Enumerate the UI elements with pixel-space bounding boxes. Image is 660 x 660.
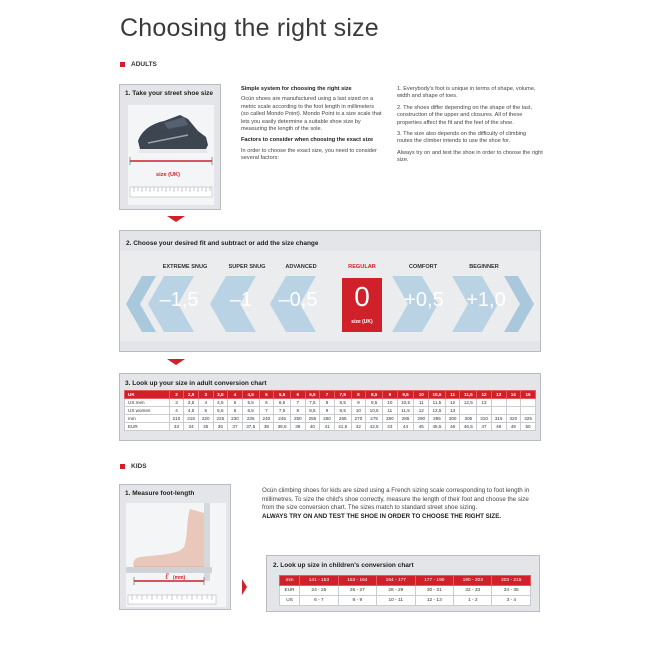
table-cell: 12 [445, 399, 460, 407]
table-header-row [125, 391, 536, 399]
table-cell: 40 [305, 423, 320, 431]
step2-title: 2. Choose your desired fit and subtract or add the size change [126, 240, 319, 247]
table-header-cell: 10 [414, 391, 429, 399]
kids-paragraph: Ocún climbing shoes for kids are sized using a French sizing scale corresponding to foot length in millimetres. To size the child's shoe correctly, measure the length of their foot and choose the size from the size conversion chart. The sizes match to standard street shoe sizing. [262, 487, 530, 512]
table-cell [506, 407, 521, 415]
table-cell: 47 [477, 423, 492, 431]
table-header-cell: 12 [477, 391, 492, 399]
table-cell: EUR [280, 586, 300, 596]
street-shoe-panel [119, 84, 221, 210]
table-cell: 44 [397, 423, 414, 431]
factors-heading: Factors to consider when choosing the exact size [241, 137, 374, 144]
factor-point-3: 3. The size also depends on the difficulty of climbing routes the climber intends to use the shoe for. [397, 131, 527, 145]
table-cell: 10 [351, 407, 366, 415]
table-cell: 10,5 [366, 407, 383, 415]
table-cell: 10 [383, 399, 398, 407]
table-cell: 24 - 25 [300, 586, 338, 596]
table-cell: 9 [320, 407, 335, 415]
table-cell: US women [125, 407, 170, 415]
table-cell: 6 [259, 399, 274, 407]
table-row [125, 407, 536, 415]
table-cell: 8 [320, 399, 335, 407]
table-cell [477, 407, 492, 415]
kids-heading-label: KIDS [131, 463, 147, 470]
table-header-cell: 7 [320, 391, 335, 399]
table-cell: 310 [477, 415, 492, 423]
table-cell: 5 [198, 407, 213, 415]
table-cell: 26 - 27 [338, 586, 376, 596]
table-cell: 38,5 [274, 423, 291, 431]
table-cell: 285 [397, 415, 414, 423]
table-cell: 270 [351, 415, 366, 423]
table-cell: 240 [259, 415, 274, 423]
table-cell: 45,5 [429, 423, 446, 431]
table-cell: 12 - 13 [415, 596, 453, 606]
table-cell: 320 [506, 415, 521, 423]
table-cell: 48 [491, 423, 506, 431]
table-cell: 260 [320, 415, 335, 423]
table-cell: 34 - 35 [492, 586, 531, 596]
table-cell: 30 - 31 [415, 586, 453, 596]
kids-section-heading [120, 463, 147, 470]
table-header-cell: 6,5 [305, 391, 320, 399]
table-cell: 5,5 [213, 407, 228, 415]
adults-section-heading [120, 61, 157, 68]
regular-sub-label: size (UK) [351, 319, 373, 325]
factors-paragraph: In order to choose the exact size, you need to consider several factors: [241, 147, 377, 162]
table-cell: 32 - 33 [454, 586, 492, 596]
kids-step2-title: 2. Look up size in children's conversion chart [273, 562, 414, 569]
table-cell: 37,5 [242, 423, 259, 431]
table-cell: 10,5 [397, 399, 414, 407]
fit-label-comfort: COMFORT [408, 264, 438, 270]
table-cell: EUR [125, 423, 170, 431]
adult-conversion-panel [119, 373, 541, 441]
factor-point-4: Always try on and test the shoe in order to choose the right size. [397, 149, 543, 164]
fit-value-extreme-snug: –1,5 [159, 289, 199, 311]
adult-conversion-table [124, 390, 536, 431]
fit-panel [119, 230, 541, 352]
table-cell: 300 [445, 415, 460, 423]
table-cell: 45 [414, 423, 429, 431]
table-header-cell: 7,5 [334, 391, 351, 399]
table-cell: 4 [169, 407, 184, 415]
table-cell: 280 [383, 415, 398, 423]
factor-point-1: 1. Everybody's foot is unique in terms of shape, volume, width and shape of toes. [397, 86, 536, 100]
section-marker-icon [120, 62, 125, 67]
table-cell: 42,5 [366, 423, 383, 431]
table-cell: 8 [290, 407, 305, 415]
table-cell: 3 - 4 [492, 596, 531, 606]
fit-value-comfort: +0,5 [404, 289, 444, 311]
table-header-cell: 14 [506, 391, 521, 399]
fit-value-super-snug: –1 [229, 289, 253, 311]
table-cell: 295 [429, 415, 446, 423]
table-header-cell: 9,5 [397, 391, 414, 399]
fit-label-regular: REGULAR [348, 264, 376, 270]
adults-heading-label: ADULTS [131, 61, 157, 68]
factor-point-2: 2. The shoes differ depending on the shape of the last, construction of the upper and closures. All of these properties affect the fit and the feel of the shoe. [397, 104, 533, 126]
intro-paragraph: Ocún shoes are manufactured using a last sized on a metric scale according to the foot length in millimeters (so called Mondo Point). Mondo Point is a size scale that lets you easily determine a suitable shoe size by measuring the length of the sole. [241, 96, 382, 133]
table-header-cell: 203 - 215 [492, 576, 531, 586]
table-cell [460, 407, 477, 415]
table-cell: 8 - 9 [338, 596, 376, 606]
table-header-cell: mm [280, 576, 300, 586]
table-cell: 36 [213, 423, 228, 431]
fit-value-regular: 0 [354, 281, 370, 312]
table-cell [491, 407, 506, 415]
table-cell: 50 [521, 423, 536, 431]
table-cell: 225 [213, 415, 228, 423]
table-cell: 12,5 [429, 407, 446, 415]
table-cell: 9,5 [334, 407, 351, 415]
fit-label-beginner: BEGINNER [469, 264, 499, 270]
table-cell [521, 407, 536, 415]
table-cell: 6 [228, 407, 243, 415]
table-row [125, 415, 536, 423]
table-cell: 5 [228, 399, 243, 407]
table-cell: 250 [290, 415, 305, 423]
table-cell [506, 399, 521, 407]
table-cell: 7,5 [305, 399, 320, 407]
table-header-cell: 190 - 203 [454, 576, 492, 586]
table-row [125, 423, 536, 431]
fit-value-advanced: –0,5 [278, 289, 318, 311]
kids-conversion-table [279, 575, 531, 606]
table-header-cell: 4 [228, 391, 243, 399]
table-header-cell: 2,5 [184, 391, 199, 399]
table-cell: 38 [259, 423, 274, 431]
table-cell: 275 [366, 415, 383, 423]
kids-conversion-panel [266, 555, 540, 612]
table-header-cell: 153 - 164 [338, 576, 376, 586]
table-cell: 305 [460, 415, 477, 423]
table-cell: 215 [184, 415, 199, 423]
table-cell: 46,5 [460, 423, 477, 431]
table-header-cell: 2 [169, 391, 184, 399]
table-cell [491, 399, 506, 407]
table-cell: 7 [290, 399, 305, 407]
table-cell: 3,5 [184, 399, 199, 407]
table-cell: 41 [320, 423, 335, 431]
table-cell: 42 [351, 423, 366, 431]
arrow-right-icon [242, 579, 247, 595]
table-cell: 4,5 [213, 399, 228, 407]
kids-step1-title: 1. Measure foot-length [125, 490, 195, 497]
kids-bold-note: ALWAYS TRY ON AND TEST THE SHOE IN ORDER TO CHOOSE THE RIGHT SIZE. [262, 512, 502, 520]
table-cell: 12 [414, 407, 429, 415]
table-header-cell: 6 [290, 391, 305, 399]
table-cell: 28 - 29 [377, 586, 415, 596]
foot-length-symbol: ℓ [165, 571, 169, 581]
table-header-cell: 177 - 190 [415, 576, 453, 586]
table-header-cell: 3 [198, 391, 213, 399]
factors-list [397, 86, 543, 165]
foot-length-panel [119, 484, 231, 610]
section-marker-icon [120, 464, 125, 469]
table-cell: 230 [228, 415, 243, 423]
table-header-cell: 5 [259, 391, 274, 399]
table-cell: 290 [414, 415, 429, 423]
page-title: Choosing the right size [120, 14, 379, 42]
table-cell: 10 - 11 [377, 596, 415, 606]
table-cell: 8,5 [334, 399, 351, 407]
table-header-cell: 11 [445, 391, 460, 399]
table-cell: 265 [334, 415, 351, 423]
table-cell [521, 399, 536, 407]
table-cell: 37 [228, 423, 243, 431]
table-cell: 8,5 [305, 407, 320, 415]
fit-value-beginner: +1,0 [466, 289, 506, 311]
table-cell: 255 [305, 415, 320, 423]
step3-title: 3. Look up your size in adult conversion chart [125, 380, 267, 387]
shoe-size-label: size (UK) [156, 172, 180, 178]
foot-illustration-icon [126, 503, 226, 607]
table-cell: 3 [169, 399, 184, 407]
table-header-cell: 4,5 [242, 391, 259, 399]
table-header-cell: 15 [521, 391, 536, 399]
table-cell: 11 [414, 399, 429, 407]
table-cell: 220 [198, 415, 213, 423]
table-cell: 4,5 [184, 407, 199, 415]
table-header-cell: 8,5 [366, 391, 383, 399]
table-cell: 6,5 [274, 399, 291, 407]
table-cell: 9,5 [366, 399, 383, 407]
table-header-cell: 5,5 [274, 391, 291, 399]
table-cell: 245 [274, 415, 291, 423]
table-row [280, 586, 531, 596]
table-header-cell: 164 - 177 [377, 576, 415, 586]
table-header-cell: 8 [351, 391, 366, 399]
table-cell: 11,5 [397, 407, 414, 415]
table-header-cell: 13 [491, 391, 506, 399]
intro-heading: Simple system for choosing the right size [241, 86, 352, 92]
table-cell: 11,5 [429, 399, 446, 407]
table-cell: 315 [491, 415, 506, 423]
fit-label-advanced: ADVANCED [285, 264, 317, 270]
table-header-cell: 9 [383, 391, 398, 399]
table-cell: 34 [184, 423, 199, 431]
table-cell: 46 [445, 423, 460, 431]
shoe-illustration-icon [128, 105, 214, 205]
arrow-down-icon [167, 216, 185, 222]
table-cell: 325 [521, 415, 536, 423]
table-cell: 43 [383, 423, 398, 431]
table-cell: 6 - 7 [300, 596, 338, 606]
table-cell: 235 [242, 415, 259, 423]
table-cell: US [280, 596, 300, 606]
table-cell: mm [125, 415, 170, 423]
table-row [125, 399, 536, 407]
table-cell: 210 [169, 415, 184, 423]
table-cell: 39 [290, 423, 305, 431]
table-header-cell: UK [125, 391, 170, 399]
table-cell: 41,5 [334, 423, 351, 431]
table-cell: 9 [351, 399, 366, 407]
table-cell: 13 [477, 399, 492, 407]
table-cell: 1 - 2 [454, 596, 492, 606]
kids-text-block [262, 487, 540, 521]
table-header-cell: 10,5 [429, 391, 446, 399]
table-cell: 7,5 [274, 407, 291, 415]
table-header-cell: 141 - 153 [300, 576, 338, 586]
table-cell: 12,5 [460, 399, 477, 407]
table-cell: 13 [445, 407, 460, 415]
table-header-cell: 3,5 [213, 391, 228, 399]
table-cell: 11 [383, 407, 398, 415]
table-row [280, 596, 531, 606]
table-cell: 7 [259, 407, 274, 415]
fit-label-extreme-snug: EXTREME SNUG [162, 264, 208, 270]
table-header-cell: 11,5 [460, 391, 477, 399]
table-cell: 33 [169, 423, 184, 431]
foot-length-unit: (mm) [173, 575, 186, 581]
table-cell: 49 [506, 423, 521, 431]
table-cell: 35 [198, 423, 213, 431]
step1-title: 1. Take your street shoe size [125, 90, 214, 97]
table-cell: 4 [198, 399, 213, 407]
table-cell: 6,5 [242, 407, 259, 415]
intro-text-block [241, 86, 383, 163]
fit-label-super-snug: SUPER SNUG [228, 264, 266, 270]
table-cell: 5,5 [242, 399, 259, 407]
arrow-down-icon [167, 359, 185, 365]
table-cell: US men [125, 399, 170, 407]
table-header-row [280, 576, 531, 586]
